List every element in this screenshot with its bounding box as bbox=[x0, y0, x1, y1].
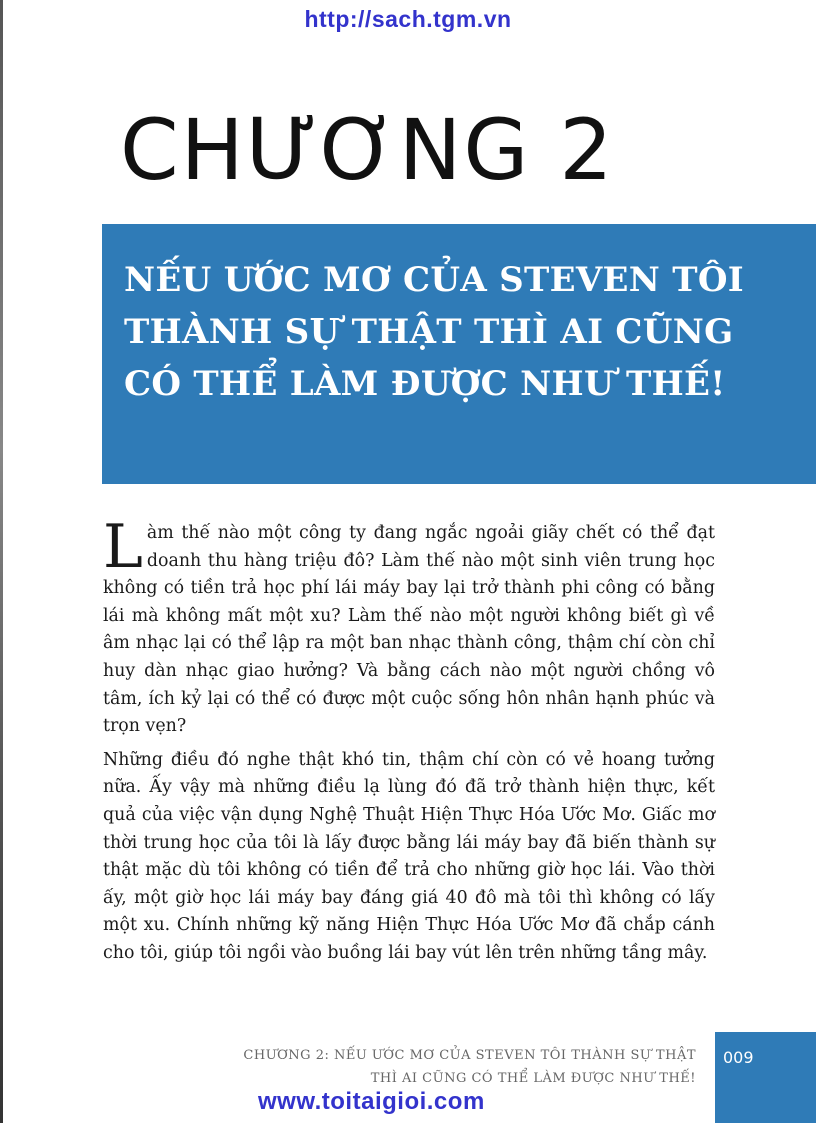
page-edge bbox=[0, 0, 3, 1123]
page-number: 009 bbox=[723, 1048, 754, 1067]
header-url[interactable]: http://sach.tgm.vn bbox=[304, 6, 512, 32]
body-text bbox=[103, 512, 715, 974]
running-footer-line-2: THÌ AI CŨNG CÓ THỂ LÀM ĐƯỢC NHƯ THẾ! bbox=[370, 1071, 696, 1086]
chapter-heading: CHƯƠNG 2 bbox=[120, 101, 615, 199]
chapter-title-line-2: THÀNH SỰ THẬT THÌ AI CŨNG bbox=[124, 312, 734, 352]
footer-url[interactable]: www.toitaigioi.com bbox=[258, 1088, 485, 1115]
page-number-box bbox=[715, 1032, 816, 1123]
chapter-title-line-1: NẾU ƯỚC MƠ CỦA STEVEN TÔI bbox=[124, 260, 744, 300]
running-footer-title bbox=[176, 1044, 696, 1090]
paragraph-2: Những điều đó nghe thật khó tin, thậm chí còn có vẻ hoang tưởng nữa. Ấy vậy mà những điều lạ lùng đó đã trở thành hiện thực, kết quả của việc vận dụng Nghệ Thuật Hiện Thực Hóa Ước Mơ. Giấc mơ thời trung học của tôi là lấy được bằng lái máy bay đã biến thành sự thật mặc dù tôi không có tiền để trả cho những giờ học lái. Vào thời ấy, một giờ học lái máy bay đáng giá 40 đô mà tôi thì không có lấy một xu. Chính những kỹ năng Hiện Thực Hóa Ước Mơ đã chắp cánh cho tôi, giúp tôi ngồi vào buồng lái bay vút lên trên những tầng mây. bbox=[103, 749, 715, 963]
dropcap: L bbox=[103, 512, 143, 582]
paragraph-1 bbox=[103, 512, 715, 741]
paragraph-1-text: àm thế nào một công ty đang ngắc ngoải giãy chết có thể đạt doanh thu hàng triệu đô? Làm thế nào một sinh viên trung học không có tiền trả học phí lái máy bay lại trở thành phi công có bằng lái mà không mất một xu? Làm thế nào một người không biết gì về âm nhạc lại có thể lập ra một ban nhạc thành công, thậm chí còn chỉ huy dàn nhạc giao hưởng? Và bằng cách nào một người chồng vô tâm, ích kỷ lại có thể có được một cuộc sống hôn nhân hạnh phúc và trọn vẹn? bbox=[103, 523, 715, 737]
chapter-title bbox=[124, 254, 796, 410]
chapter-title-line-3: CÓ THỂ LÀM ĐƯỢC NHƯ THẾ! bbox=[124, 364, 726, 404]
running-footer-line-1: CHƯƠNG 2: NẾU ƯỚC MƠ CỦA STEVEN TÔI THÀNH SỰ THẬT bbox=[243, 1048, 696, 1063]
chapter-title-box bbox=[102, 224, 816, 484]
